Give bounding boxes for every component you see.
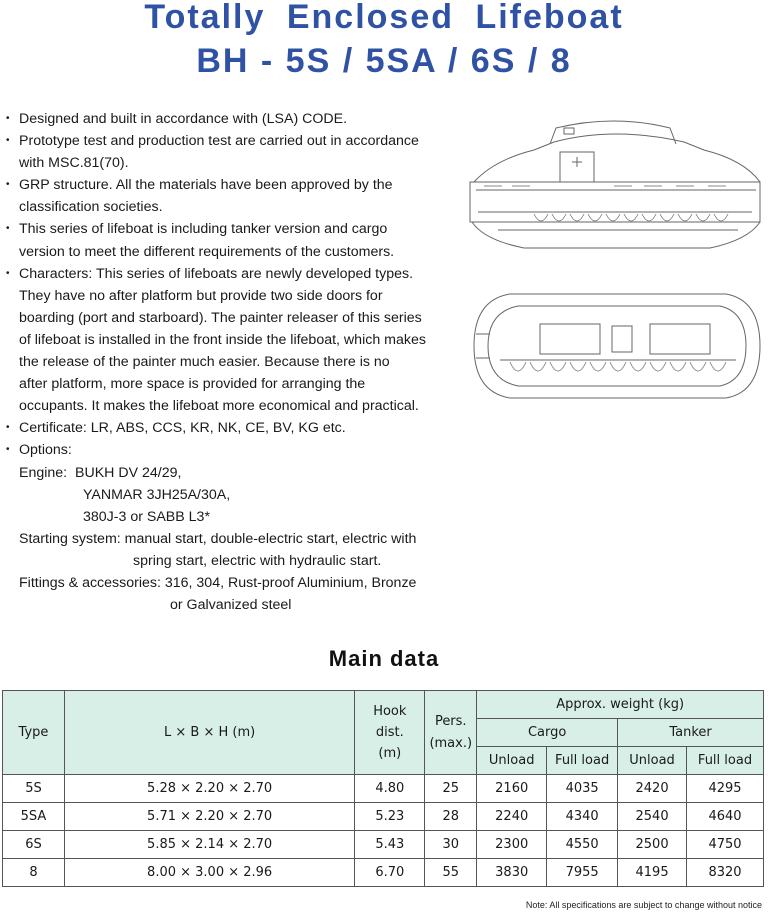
cell-dimensions: 5.28 × 2.20 × 2.70	[64, 775, 354, 803]
bullet-item: • GRP structure. All the materials have been approved by the classification societies.	[6, 174, 458, 218]
lifeboat-side-view-drawing	[464, 112, 764, 258]
starting-system-line: spring start, electric with hydraulic start.	[133, 552, 382, 569]
cell-cargo-unload: 2240	[477, 803, 547, 831]
bullet-icon: •	[6, 267, 10, 279]
bullet-icon: •	[6, 135, 10, 147]
header-cargo: Cargo	[477, 719, 618, 747]
main-data-title: Main data	[328, 646, 440, 671]
main-data-table	[2, 690, 764, 887]
header-persons: Pers. (max.)	[425, 691, 477, 775]
cell-persons: 28	[425, 803, 477, 831]
bullet-item: • This series of lifeboat is including tanker version and cargo version to meet the different requirements of the customers.	[6, 218, 458, 262]
fittings-line: or Galvanized steel	[170, 597, 292, 614]
cell-dimensions: 5.85 × 2.14 × 2.70	[64, 831, 354, 859]
header-tanker-full-load: Full load	[687, 747, 764, 775]
bullet-item: • Certificate: LR, ABS, CCS, KR, NK, CE, BV, KG etc.	[6, 417, 458, 439]
lifeboat-plan-view-drawing	[470, 290, 764, 402]
cell-persons: 55	[425, 859, 477, 887]
header-cargo-full-load: Full load	[547, 747, 618, 775]
options-item: • Options:	[6, 439, 458, 461]
bullet-item: • Characters: This series of lifeboats are newly developed types. They have no after platform but provide two side doors for boarding (port and starboard). The painter releaser of this series of lifeboat is installed in the front inside the lifeboat, which makes the release of the painter much easier. Because there is no after platform, more space is provided for arranging the occupants. It makes the lifeboat more economical and practical.	[6, 263, 458, 418]
bullet-item: • Designed and built in accordance with (LSA) CODE.	[6, 108, 458, 130]
cell-cargo-unload: 2300	[477, 831, 547, 859]
table-row	[3, 859, 764, 887]
header-type: Type	[3, 691, 65, 775]
bullet-icon: •	[6, 113, 10, 124]
table-row	[3, 831, 764, 859]
cell-tanker-full-load: 4640	[687, 803, 764, 831]
cell-hook-distance: 4.80	[355, 775, 425, 803]
cell-type: 6S	[3, 831, 65, 859]
document-title: Totally Enclosed Lifeboat	[144, 0, 624, 36]
bullet-icon: •	[6, 422, 10, 434]
cell-cargo-full-load: 4340	[547, 803, 618, 831]
cell-hook-distance: 5.23	[355, 803, 425, 831]
cell-type: 8	[3, 859, 65, 887]
cell-hook-distance: 6.70	[355, 859, 425, 887]
engine-line: YANMAR 3JH25A/30A,	[83, 486, 231, 503]
model-title: BH - 5S / 5SA / 6S / 8	[196, 42, 572, 80]
seat-pattern	[510, 362, 726, 371]
table-row	[3, 775, 764, 803]
cell-tanker-unload: 2540	[618, 803, 687, 831]
header-approx-weight: Approx. weight (kg)	[477, 691, 764, 719]
cell-hook-distance: 5.43	[355, 831, 425, 859]
cell-tanker-full-load: 8320	[687, 859, 764, 887]
cell-tanker-full-load: 4750	[687, 831, 764, 859]
cell-cargo-full-load: 7955	[547, 859, 618, 887]
feature-list	[6, 108, 458, 616]
header-tanker: Tanker	[618, 719, 764, 747]
cell-tanker-unload: 2420	[618, 775, 687, 803]
engine-line: 380J-3 or SABB L3*	[83, 508, 210, 525]
header-hook-distance: Hook dist. (m)	[355, 691, 425, 775]
cell-cargo-unload: 3830	[477, 859, 547, 887]
header-tanker-unload: Unload	[618, 747, 687, 775]
cell-type: 5S	[3, 775, 65, 803]
cell-tanker-unload: 4195	[618, 859, 687, 887]
cell-cargo-unload: 2160	[477, 775, 547, 803]
bullet-icon: •	[6, 444, 10, 456]
engine-line: Engine: BUKH DV 24/29,	[19, 464, 182, 481]
cell-type: 5SA	[3, 803, 65, 831]
fittings-line: Fittings & accessories: 316, 304, Rust-proof Aluminium, Bronze	[19, 574, 417, 591]
table-row	[3, 803, 764, 831]
bullet-icon: •	[6, 179, 10, 191]
seat-pattern	[534, 214, 728, 221]
cell-persons: 25	[425, 775, 477, 803]
header-cargo-unload: Unload	[477, 747, 547, 775]
bullet-icon: •	[6, 223, 10, 235]
cell-tanker-unload: 2500	[618, 831, 687, 859]
cell-dimensions: 8.00 × 3.00 × 2.96	[64, 859, 354, 887]
cell-dimensions: 5.71 × 2.20 × 2.70	[64, 803, 354, 831]
cell-persons: 30	[425, 831, 477, 859]
disclaimer-note: Note: All specifications are subject to change without notice	[525, 900, 762, 910]
cell-cargo-full-load: 4035	[547, 775, 618, 803]
cell-tanker-full-load: 4295	[687, 775, 764, 803]
starting-system-line: Starting system: manual start, double-electric start, electric with	[19, 530, 417, 547]
header-dimensions: L × B × H (m)	[64, 691, 354, 775]
cell-cargo-full-load: 4550	[547, 831, 618, 859]
bullet-item: • Prototype test and production test are carried out in accordance with MSC.81(70).	[6, 130, 458, 174]
